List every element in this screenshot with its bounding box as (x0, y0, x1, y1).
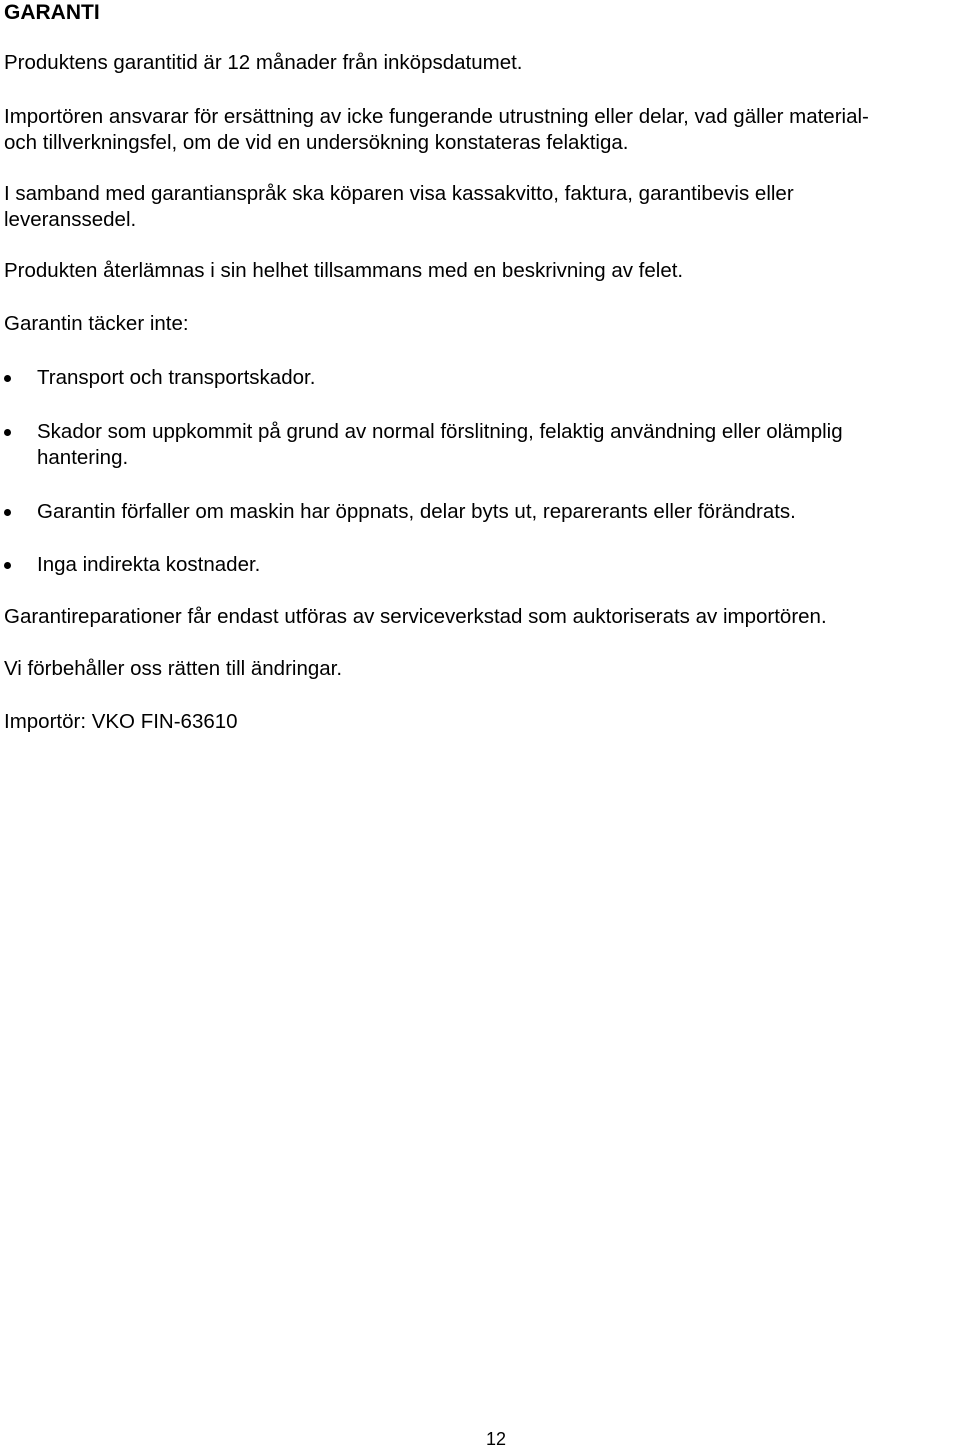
bullet-icon (4, 429, 11, 436)
page-title: GARANTI (4, 1, 100, 24)
bullet-icon (4, 562, 11, 569)
importer-paragraph: Importör: VKO FIN-63610 (4, 710, 238, 733)
warranty-claim-line-1: I samband med garantianspråk ska köparen visa kassakvitto, faktura, garantibevis eller (4, 182, 794, 205)
list-item-text: Transport och transportskador. (37, 366, 316, 389)
list-item-text: Inga indirekta kostnader. (37, 553, 261, 576)
not-covered-heading: Garantin täcker inte: (4, 312, 189, 335)
reservation-paragraph: Vi förbehåller oss rätten till ändringar. (4, 657, 343, 680)
list-item-text: Garantin förfaller om maskin har öppnats, delar byts ut, reparerants eller förändrats. (37, 500, 796, 523)
list-item-text-continued: hantering. (37, 446, 129, 469)
product-return-paragraph: Produkten återlämnas i sin helhet tillsammans med en beskrivning av felet. (4, 259, 684, 282)
page-number: 12 (485, 1429, 507, 1449)
warranty-period-paragraph: Produktens garantitid är 12 månader från inköpsdatumet. (4, 51, 523, 74)
warranty-claim-line-2: leveranssedel. (4, 208, 137, 231)
authorized-repairs-paragraph: Garantireparationer får endast utföras av serviceverkstad som auktoriserats av importören. (4, 605, 827, 628)
bullet-icon (4, 509, 11, 516)
list-item-text: Skador som uppkommit på grund av normal förslitning, felaktig användning eller olämplig (37, 420, 843, 443)
importer-responsibility-line-2: och tillverkningsfel, om de vid en undersökning konstateras felaktiga. (4, 131, 629, 154)
bullet-icon (4, 375, 11, 382)
importer-responsibility-line-1: Importören ansvarar för ersättning av icke fungerande utrustning eller delar, vad gäller material- (4, 105, 869, 128)
